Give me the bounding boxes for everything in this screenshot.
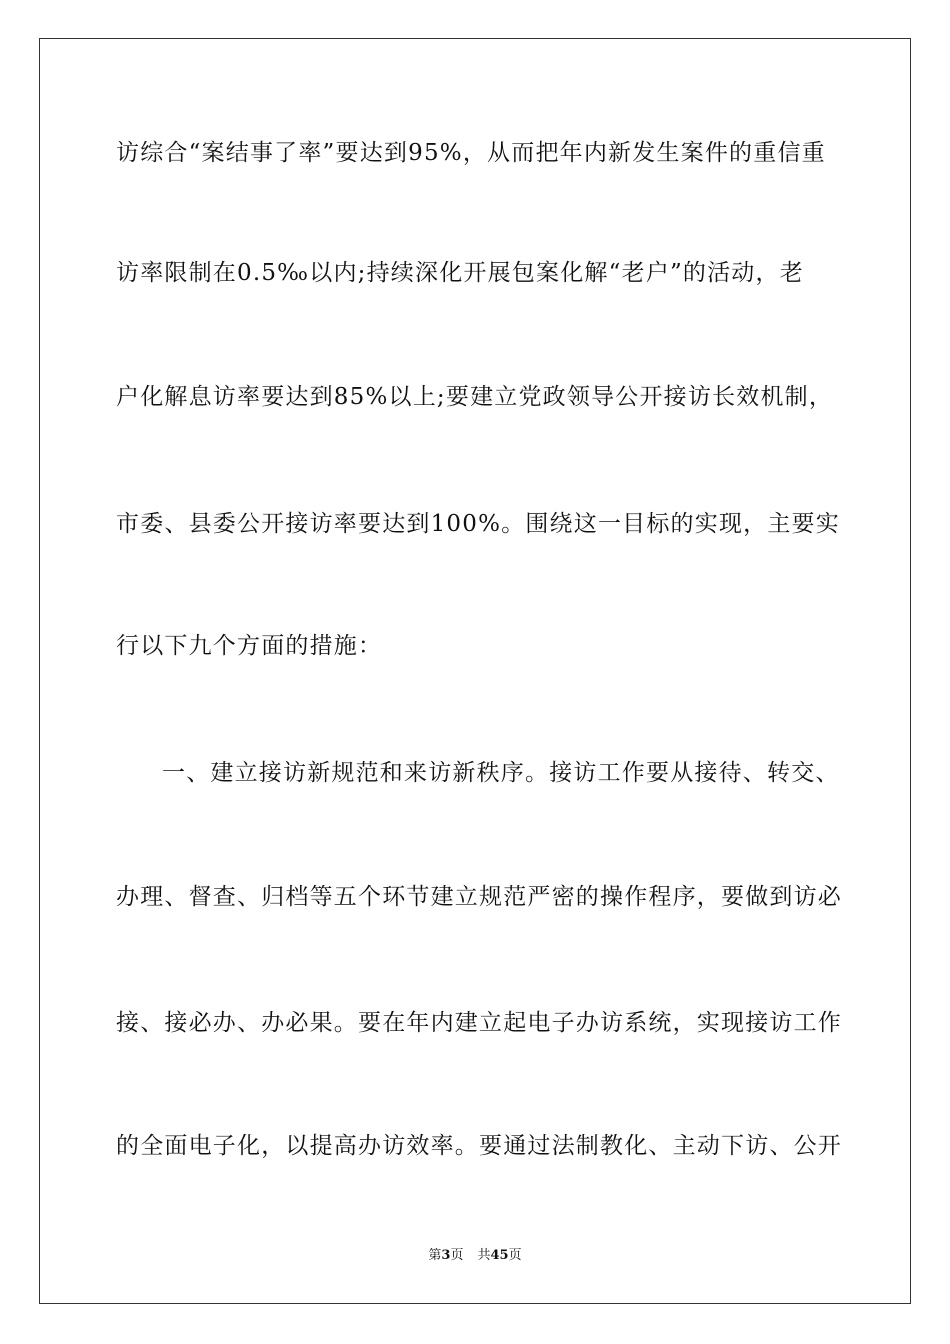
text-line-5: 行以下九个方面的措施：: [116, 633, 383, 659]
total-pages: 45: [490, 1248, 509, 1263]
page-number: 3: [441, 1248, 451, 1263]
paragraph-heading-line: 一、建立接访新规范和来访新秩序。接访工作要从接待、转交、: [162, 760, 840, 786]
total-suffix: 页: [508, 1248, 522, 1263]
text-line-1: 访综合“案结事了率”要达到95%，从而把年内新发生案件的重信重: [116, 140, 826, 166]
text-line-8: 接、接必办、办必果。要在年内建立起电子办访系统，实现接访工作: [116, 1010, 842, 1036]
page-border: [39, 38, 911, 1304]
text-line-7: 办理、督查、归档等五个环节建立规范严密的操作程序，要做到访必: [116, 884, 842, 910]
total-prefix: 共: [477, 1248, 491, 1263]
text-line-4: 市委、县委公开接访率要达到100%。围绕这一目标的实现，主要实: [116, 511, 840, 537]
text-line-9: 的全面电子化，以提高办访效率。要通过法制教化、主动下访、公开: [116, 1133, 842, 1159]
text-line-2: 访率限制在0.5‰以内;持续深化开展包案化解“老户”的活动，老: [116, 260, 804, 286]
page-suffix: 页: [450, 1248, 464, 1263]
page-footer: [0, 1247, 950, 1265]
page-prefix: 第: [428, 1248, 442, 1263]
text-line-3: 户化解息访率要达到85%以上;要建立党政领导公开接访长效机制，: [116, 384, 834, 410]
